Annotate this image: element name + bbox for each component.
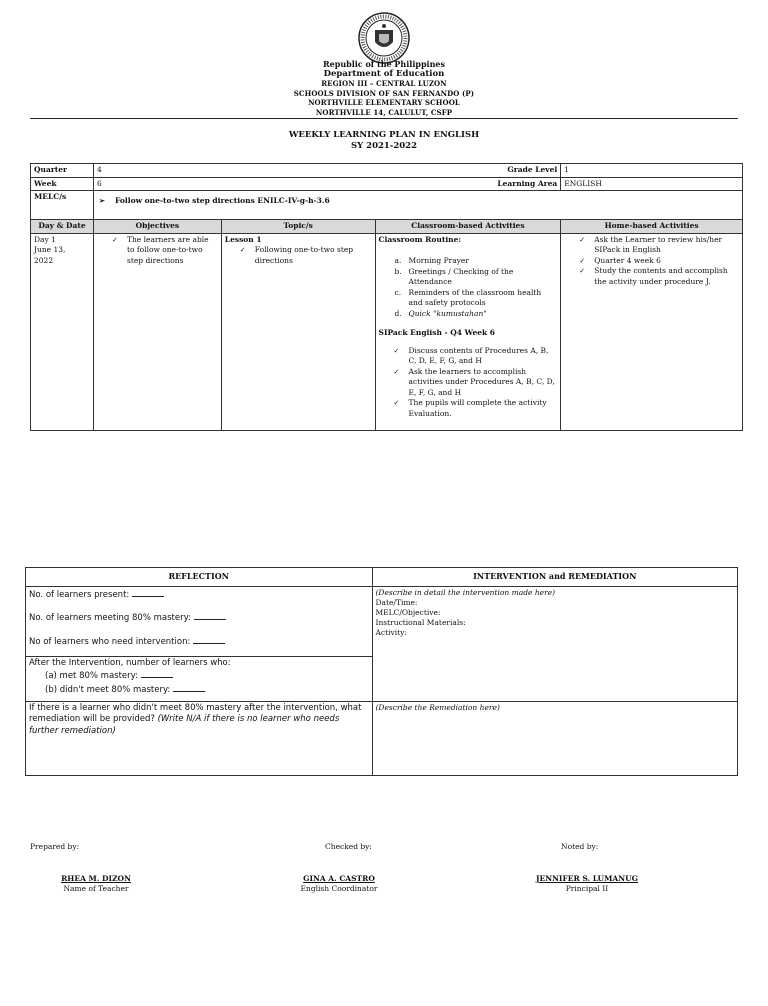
routine-item xyxy=(379,267,558,288)
routine-item xyxy=(379,288,558,309)
routine-text: Morning Prayer xyxy=(408,256,469,265)
document-title xyxy=(0,130,768,152)
classroom-activities-cell xyxy=(375,233,561,430)
learning-area-value: ENGLISH xyxy=(561,177,743,191)
learners-intervention xyxy=(29,635,369,649)
melc-row xyxy=(31,191,743,220)
learners-present-label: No. of learners present: xyxy=(29,589,130,600)
week-label: Week xyxy=(31,177,94,191)
learning-area-label: Learning Area xyxy=(497,178,558,188)
week-value: 6 xyxy=(96,178,102,188)
routine-mark: b. xyxy=(394,266,402,276)
remediation-row xyxy=(26,701,738,775)
week-row xyxy=(31,177,743,191)
letterhead xyxy=(0,60,768,117)
col-topics: Topic/s xyxy=(221,220,375,234)
reflection-counts-row xyxy=(26,586,738,656)
didnt-meet-blank xyxy=(173,683,205,692)
date-text: June 13, 2022 xyxy=(34,245,66,265)
routine-mark: d. xyxy=(394,308,402,318)
routine-list xyxy=(379,256,558,319)
home-activities-cell xyxy=(561,233,743,430)
routine-text: Greetings / Checking of the Attendance xyxy=(408,266,514,286)
home-list xyxy=(564,235,739,288)
day-row xyxy=(31,233,743,430)
quarter-row xyxy=(31,164,743,178)
address-text: NORTHVILLE 14, CALULUT, CSFP xyxy=(315,107,453,117)
routine-text: Reminders of the classroom health and safety protocols xyxy=(408,287,542,307)
day-date-cell xyxy=(31,233,94,430)
title-line-2: SY 2021-2022 xyxy=(350,141,417,151)
learners-present xyxy=(29,588,369,602)
home-item: ✓ Quarter 4 week 6 xyxy=(564,256,739,267)
noted-by-label: Noted by: xyxy=(561,842,599,851)
reflection-title: REFLECTION xyxy=(26,568,373,587)
learners-present-blank xyxy=(132,588,164,597)
sipack-item: ✓ Ask the learners to accomplish activities under Procedures A, B, C, D, E, F, G, and H xyxy=(379,367,558,399)
col-objectives: Objectives xyxy=(93,220,221,234)
principal-name: JENNIFER S. LUMANUG xyxy=(535,874,639,883)
intervention-date: Date/Time: xyxy=(375,597,418,607)
coordinator-name: GINA A. CASTRO xyxy=(303,874,375,883)
routine-title: Classroom Routine: xyxy=(378,234,462,244)
routine-item xyxy=(379,309,558,320)
intervention-melc: MELC/Objective: xyxy=(375,607,441,617)
prepared-by-label: Prepared by: xyxy=(30,842,80,851)
didnt-meet-mastery xyxy=(29,683,369,697)
melc-value: ➢ Follow one-to-two step directions ENILC-IV-g-h-3.6 xyxy=(97,196,739,207)
sipack-item: ✓ Discuss contents of Procedures A, B, C, D, E, F, G, and H xyxy=(379,346,558,367)
didnt-meet-label: (b) didn't meet 80% mastery: xyxy=(45,684,171,695)
grade-level-value: 1 xyxy=(561,164,743,178)
routine-text: Quick "kumustahan" xyxy=(408,308,487,318)
objectives-cell xyxy=(93,233,221,430)
principal-role: Principal II xyxy=(565,884,609,893)
topic-item: ✓ Following one-to-two step directions xyxy=(225,245,372,266)
learners-mastery xyxy=(29,611,369,625)
learners-intervention-label: No of learners who need intervention: xyxy=(29,636,191,647)
learners-intervention-blank xyxy=(193,635,225,644)
routine-item xyxy=(379,256,558,267)
checked-by-label: Checked by: xyxy=(325,842,372,851)
routine-mark: a. xyxy=(394,256,402,265)
home-item: ✓ Ask the Learner to review his/her SIPack in English xyxy=(564,235,739,256)
remediation-describe: (Describe the Remediation here) xyxy=(375,702,500,712)
learners-mastery-label: No. of learners meeting 80% mastery: xyxy=(29,613,191,623)
remediation-note: (Write N/A if there is no learner who needs further remediation) xyxy=(29,714,340,736)
intervention-describe: (Describe in detail the intervention made here) xyxy=(375,587,556,597)
learning-plan-table xyxy=(30,163,743,431)
column-header-row xyxy=(31,220,743,234)
grade-level-label: Grade Level xyxy=(507,165,558,174)
met-mastery-blank xyxy=(141,669,173,678)
republic-text: Republic of the Philippines xyxy=(322,59,445,69)
objective-item: ✓ The learners are able to follow one-to-two step directions xyxy=(97,235,218,267)
home-item: ✓ Study the contents and accomplish the activity under procedure J. xyxy=(564,266,739,287)
col-home-activities: Home-based Activities xyxy=(561,220,743,234)
after-intervention: After the Intervention, number of learners who: xyxy=(29,657,231,668)
intervention-materials: Instructional Materials: xyxy=(375,617,466,627)
met-mastery-label: (a) met 80% mastery: xyxy=(45,671,138,681)
met-mastery xyxy=(29,669,369,683)
sipack-item: ✓ The pupils will complete the activity Evaluation. xyxy=(379,398,558,419)
teacher-role: Name of Teacher xyxy=(63,884,129,893)
melc-label: MELC/s xyxy=(31,191,94,220)
sipack-list xyxy=(379,346,558,420)
topics-cell xyxy=(221,233,375,430)
quarter-label: Quarter xyxy=(31,164,94,178)
header-divider xyxy=(30,118,738,119)
learners-mastery-blank xyxy=(194,611,226,620)
division-text: SCHOOLS DIVISION OF SAN FERNANDO (P) xyxy=(293,88,475,98)
coordinator-role: English Coordinator xyxy=(300,884,378,893)
reflection-table xyxy=(25,567,738,776)
sipack-title: SIPack English - Q4 Week 6 xyxy=(378,328,496,337)
department-text: Department of Education xyxy=(323,68,445,79)
day-text: Day 1 xyxy=(34,234,56,244)
topic-title: Lesson 1 xyxy=(224,234,262,244)
school-text: NORTHVILLE ELEMENTARY SCHOOL xyxy=(308,98,460,107)
reflection-header-row xyxy=(26,568,738,587)
intervention-title: INTERVENTION and REMEDIATION xyxy=(372,568,738,587)
intervention-activity: Activity: xyxy=(375,627,407,637)
title-line-1: WEEKLY LEARNING PLAN IN ENGLISH xyxy=(288,130,480,140)
routine-mark: c. xyxy=(394,287,402,297)
teacher-name: RHEA M. DIZON xyxy=(61,874,131,883)
col-day-date: Day & Date xyxy=(31,220,94,234)
quarter-value: 4 xyxy=(96,165,102,174)
col-classroom-activities: Classroom-based Activities xyxy=(375,220,561,234)
region-text: REGION III – CENTRAL LUZON xyxy=(321,79,447,88)
remediation-question: If there is a learner who didn't meet 80% mastery after the intervention, what remediation will be provided? xyxy=(29,702,362,724)
deped-seal-icon xyxy=(358,12,410,64)
